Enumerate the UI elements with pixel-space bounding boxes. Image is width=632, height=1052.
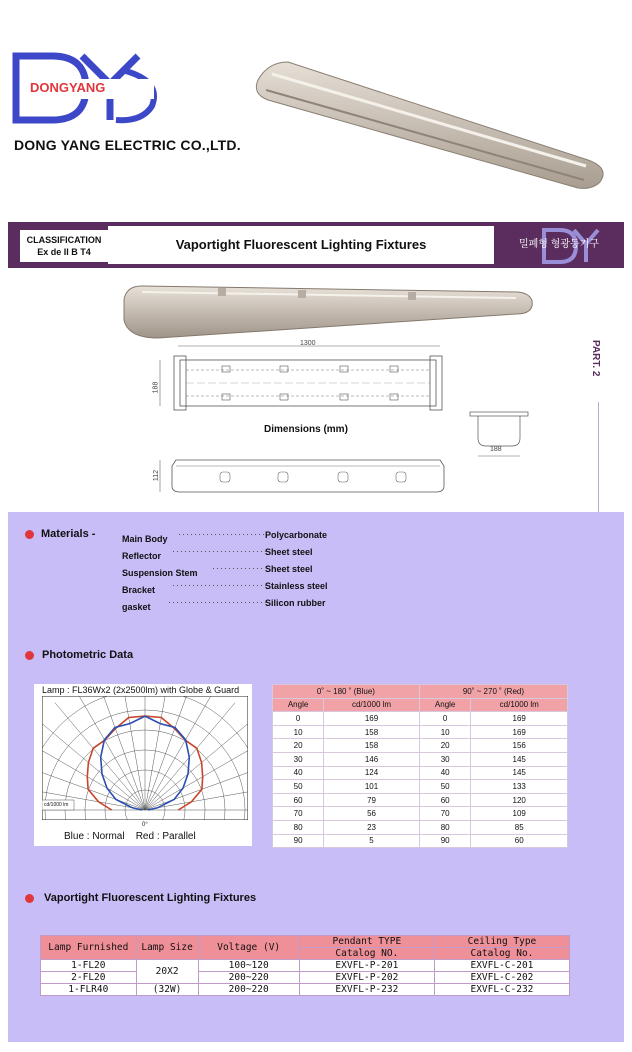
ceiling-cell: EXVFL-C-202 [434, 972, 569, 984]
catalog-table [40, 935, 570, 996]
cd-cell: 120 [471, 793, 568, 807]
cd-cell: 158 [324, 725, 420, 739]
material-name: Suspension Stem [122, 568, 198, 578]
ceiling-catalog-header: Catalog No. [434, 948, 569, 960]
leader-dots: ························ [172, 580, 268, 590]
photometric-heading: Photometric Data [42, 649, 134, 661]
cd-cell: 158 [324, 739, 420, 753]
material-row [122, 529, 382, 546]
table-row [273, 807, 568, 821]
material-name: Main Body [122, 534, 168, 544]
angle-cell: 70 [273, 807, 324, 821]
ceiling-type-header: Ceiling Type [434, 936, 569, 948]
material-row [122, 563, 382, 580]
table-row [273, 780, 568, 794]
table-row [273, 820, 568, 834]
pendant-type-header: Pendant TYPE [299, 936, 434, 948]
angle-cell: 60 [419, 793, 471, 807]
cd-cell: 145 [471, 766, 568, 780]
legend-text: Blue : Normal Red : Parallel [64, 831, 196, 842]
product-photo [248, 40, 618, 200]
material-name: Bracket [122, 585, 156, 595]
angle-cell: 40 [273, 766, 324, 780]
voltage-cell: 200~220 [198, 972, 299, 984]
cd-cell: 133 [471, 780, 568, 794]
angle-cell: 60 [273, 793, 324, 807]
fixture-photo [118, 280, 538, 342]
material-value: Silicon rubber [265, 598, 326, 608]
cd-cell: 56 [324, 807, 420, 821]
voltage-cell: 200~220 [198, 984, 299, 996]
lamp-cell: 1-FLR40 [41, 984, 137, 996]
ceiling-cell: EXVFL-C-232 [434, 984, 569, 996]
cd-cell: 79 [324, 793, 420, 807]
material-row [122, 546, 382, 563]
cd-cell: 169 [324, 712, 420, 726]
cd-cell: 60 [471, 834, 568, 848]
unit-label: cd/1000 lm [44, 802, 69, 808]
material-value: Sheet steel [265, 564, 313, 574]
materials-heading: Materials - [41, 528, 96, 540]
cd-cell: 124 [324, 766, 420, 780]
angle-cell: 50 [419, 780, 471, 794]
cd-col-header: cd/1000 lm [324, 698, 420, 712]
material-row [122, 580, 382, 597]
cd-col-header: cd/1000 lm [471, 698, 568, 712]
table-row [273, 766, 568, 780]
angle-cell: 10 [273, 725, 324, 739]
pendant-cell: EXVFL-P-202 [299, 972, 434, 984]
bullet-icon [25, 651, 34, 660]
voltage-cell: 100~120 [198, 960, 299, 972]
dim-height-label: 112 [153, 469, 161, 482]
part-label: PART. 2 [590, 340, 601, 377]
cd-cell: 101 [324, 780, 420, 794]
angle-cell: 50 [273, 780, 324, 794]
cd-cell: 85 [471, 820, 568, 834]
pendant-catalog-header: Catalog NO. [299, 948, 434, 960]
cd-cell: 5 [324, 834, 420, 848]
leader-dots: ························· [168, 597, 268, 607]
angle-cell: 80 [419, 820, 471, 834]
company-name: DONG YANG ELECTRIC CO.,LTD. [14, 137, 241, 153]
voltage-header: Voltage (V) [198, 936, 299, 960]
leader-dots: ············· [212, 563, 264, 573]
logo-text: DONGYANG [30, 80, 106, 95]
top-view-drawing [150, 336, 460, 414]
table-row [273, 752, 568, 766]
material-name: Reflector [122, 551, 162, 561]
angle-cell: 90 [419, 834, 471, 848]
table-row [41, 972, 570, 984]
pendant-cell: EXVFL-P-232 [299, 984, 434, 996]
cd-cell: 23 [324, 820, 420, 834]
material-name: gasket [122, 602, 151, 612]
side-view-drawing [466, 408, 532, 464]
leader-dots: ······················ [178, 529, 266, 539]
dim-side-label: 188 [490, 446, 502, 453]
angle-cell: 30 [419, 752, 471, 766]
angle-cell: 30 [273, 752, 324, 766]
cd-cell: 145 [471, 752, 568, 766]
angle-cell: 20 [273, 739, 324, 753]
material-row [122, 597, 382, 614]
dimensions-caption: Dimensions (mm) [264, 424, 348, 435]
size-cell: (32W) [136, 984, 198, 996]
cd-cell: 109 [471, 807, 568, 821]
front-view-drawing [150, 452, 460, 498]
cd-cell: 169 [471, 725, 568, 739]
angle-cell: 0 [419, 712, 471, 726]
korean-title: 밀폐형 형광등기구 [518, 239, 600, 250]
zero-angle-label: 0° [142, 822, 148, 828]
material-value: Stainless steel [265, 581, 328, 591]
polar-diagram-panel [34, 684, 252, 846]
table-row [273, 793, 568, 807]
table-row [273, 739, 568, 753]
angle-cell: 10 [419, 725, 471, 739]
fixtures-heading: Vaportight Fluorescent Lighting Fixtures [44, 892, 257, 904]
angle-cell: 0 [273, 712, 324, 726]
material-value: Sheet steel [265, 547, 313, 557]
table-row [273, 725, 568, 739]
angle-cell: 20 [419, 739, 471, 753]
cd-cell: 169 [471, 712, 568, 726]
angle-col-header: Angle [419, 698, 471, 712]
angle-col-header: Angle [273, 698, 324, 712]
ceiling-cell: EXVFL-C-201 [434, 960, 569, 972]
cd-cell: 146 [324, 752, 420, 766]
table-row [41, 960, 570, 972]
cd-cell: 156 [471, 739, 568, 753]
photometric-table [272, 684, 568, 848]
angle-cell: 90 [273, 834, 324, 848]
dim-length-label: 1300 [300, 340, 316, 347]
group-blue-header: 0˚ ~ 180 ˚ (Blue) [273, 685, 420, 699]
classification-label: CLASSIFICATION [26, 235, 102, 245]
table-row [41, 984, 570, 996]
product-title: Vaportight Fluorescent Lighting Fixtures [108, 226, 494, 264]
table-row [273, 834, 568, 848]
group-red-header: 90˚ ~ 270 ˚ (Red) [419, 685, 567, 699]
lamp-size-header: Lamp Size [136, 936, 198, 960]
classification-box [20, 230, 108, 262]
size-cell: 20X2 [136, 960, 198, 984]
bullet-icon [25, 894, 34, 903]
materials-list [122, 529, 382, 614]
table-row [273, 712, 568, 726]
classification-code: Ex de II B T4 [37, 247, 91, 257]
lamp-furnished-header: Lamp Furnished [41, 936, 137, 960]
polar-diagram [42, 696, 248, 820]
angle-cell: 80 [273, 820, 324, 834]
lamp-cell: 1-FL20 [41, 960, 137, 972]
leader-dots: ························ [172, 546, 268, 556]
lamp-cell: 2-FL20 [41, 972, 137, 984]
bullet-icon [25, 530, 34, 539]
lamp-caption: Lamp : FL36Wx2 (2x2500lm) with Globe & Guard [42, 685, 240, 695]
dim-width-label: 188 [152, 381, 160, 394]
pendant-cell: EXVFL-P-201 [299, 960, 434, 972]
material-value: Polycarbonate [265, 530, 328, 540]
angle-cell: 70 [419, 807, 471, 821]
angle-cell: 40 [419, 766, 471, 780]
